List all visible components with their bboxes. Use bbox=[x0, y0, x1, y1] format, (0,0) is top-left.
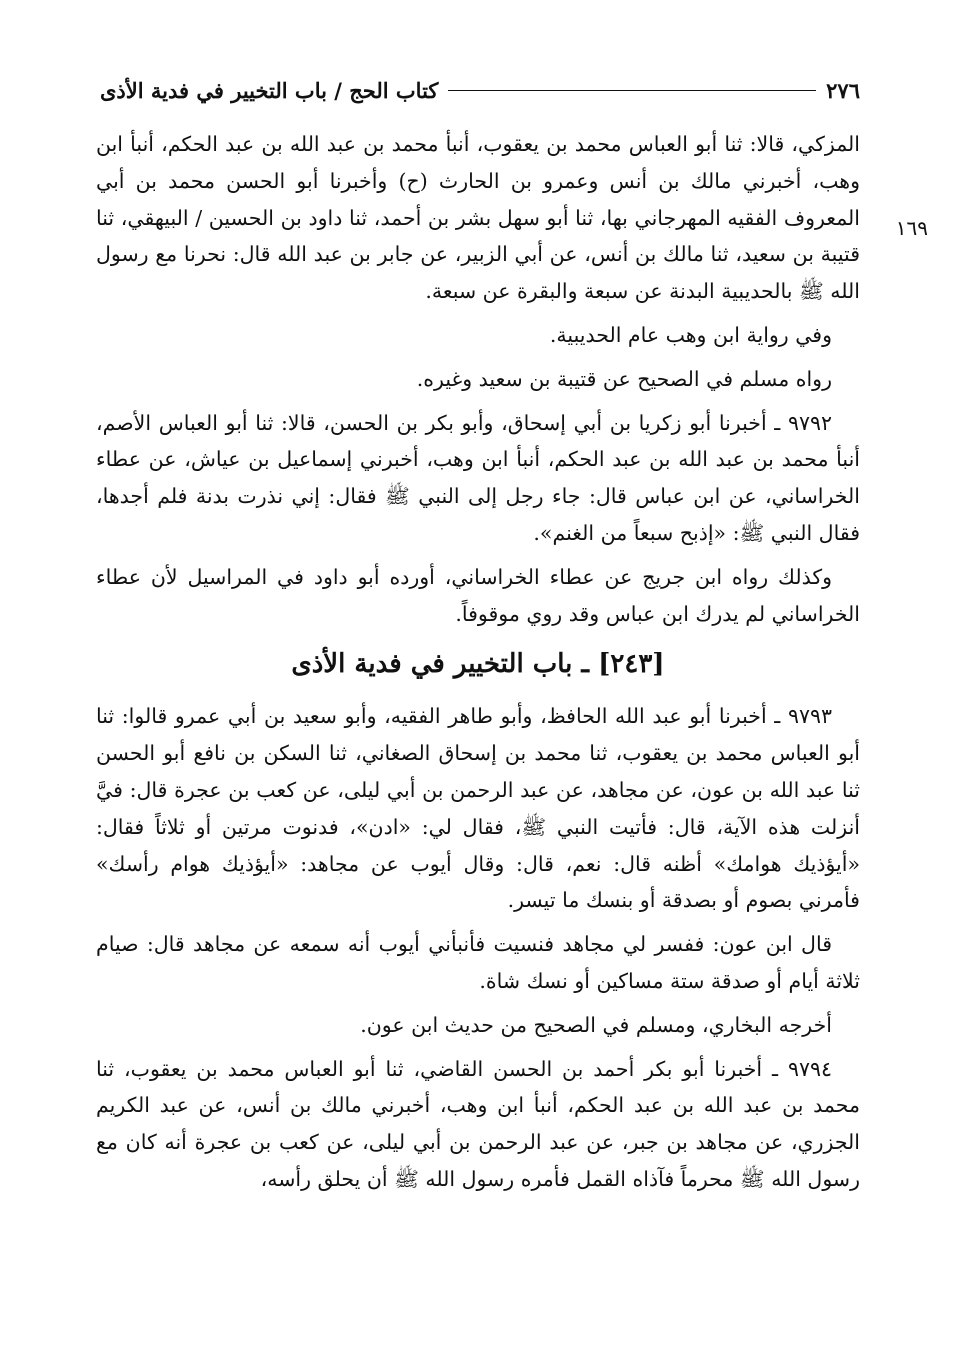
page-number: ٢٧٦ bbox=[826, 77, 860, 103]
hadith-9794: ٩٧٩٤ ـ أخبرنا أبو بكر أحمد بن الحسن القاضي، ثنا أبو العباس محمد بن يعقوب، ثنا محمد بن عبد الله بن عبد الحكم، أنبأ ابن وهب، أخبرني مالك بن أنس، عن عبد الكريم الجزري، عن مجاهد بن جبر، عن عبد الرحمن بن أبي ليلى، عن كعب بن عجرة أنه كان مع رسول الله ﷺ محرماً فآذاه القمل فأمره رسول الله ﷺ أن يحلق رأسه، bbox=[96, 1056, 860, 1191]
paragraph-narration-note: وفي رواية ابن وهب عام الحديبية. bbox=[549, 322, 832, 347]
paragraph-commentary: وكذلك رواه ابن جريج عن عطاء الخراساني، أورده أبو داود في المراسيل لأن عطاء الخراساني لم يدرك ابن عباس وقد روي موقوفاً. bbox=[96, 564, 860, 626]
running-head-title: كتاب الحج / باب التخيير في فدية الأذى bbox=[100, 77, 439, 103]
main-text bbox=[96, 126, 860, 1205]
paragraph-source-note: رواه مسلم في الصحيح عن قتيبة بن سعيد وغيره. bbox=[416, 366, 832, 391]
margin-page-reference: ١٦٩ bbox=[895, 216, 928, 240]
chapter-heading: [٢٤٣] ـ باب التخيير في فدية الأذى bbox=[291, 649, 665, 680]
paragraph-continuation: المزكي، قالا: ثنا أبو العباس محمد بن يعقوب، أنبأ محمد بن عبد الله بن عبد الحكم، أنبأ ابن وهب، أخبرني مالك بن أنس وعمرو بن الحارث (ح) وأخبرنا أبو الحسن محمد بن أبي المعروف الفقيه المهرجاني بها، ثنا أبو سهل بشر بن أحمد، ثنا داود بن الحسين / البيهقي، ثنا قتيبة بن سعيد، ثنا مالك بن أنس، عن أبي الزبير، عن جابر بن عبد الله قال: نحرنا مع رسول الله ﷺ بالحديبية البدنة عن سبعة والبقرة عن سبعة. bbox=[96, 132, 860, 304]
paragraph-ibn-awn: قال ابن عون: ففسر لي مجاهد فنسيت فأنبأني أيوب أنه سمعه عن مجاهد قال: صيام ثلاثة أيام أو صدقة ستة مساكين أو نسك شاة. bbox=[96, 932, 860, 993]
hadith-9793: ٩٧٩٣ ـ أخبرنا أبو عبد الله الحافظ، وأبو طاهر الفقيه، وأبو سعيد بن أبي عمرو قالوا: ثنا أبو العباس محمد بن يعقوب، ثنا محمد بن إسحاق الصغاني، ثنا السكن بن نافع أبو الحسن ثنا عبد الله بن عون، عن مجاهد، عن عبد الرحمن بن أبي ليلى، عن كعب بن عجرة قال: فيَّ أنزلت هذه الآية، قال: فأتيت النبي ﷺ، فقال لي: «ادن»، فدنوت مرتين أو ثلاثاً فقال: «أيؤذيك هوامك» أظنه قال: نعم، قال: وقال أيوب عن مجاهد: «أيؤذيك هوام رأسك» فأمرني بصوم أو بصدقة أو بنسك ما تيسر. bbox=[96, 704, 860, 913]
running-head bbox=[100, 70, 860, 110]
header-rule bbox=[448, 90, 816, 91]
hadith-9792: ٩٧٩٢ ـ أخبرنا أبو زكريا بن أبي إسحاق، وأبو بكر بن الحسن، قالا: ثنا أبو العباس الأصم، أنبأ محمد بن عبد الله بن عبد الحكم، أنبأ ابن وهب، أخبرني إسماعيل بن عياش، عن عطاء الخراساني، عن ابن عباس قال: جاء رجل إلى النبي ﷺ فقال: إني نذرت بدنة فلم أجدها، فقال النبي ﷺ: «إذبح سبعاً من الغنم». bbox=[96, 410, 860, 545]
paragraph-takhrij: أخرجه البخاري، ومسلم في الصحيح من حديث ابن عون. bbox=[360, 1012, 832, 1037]
